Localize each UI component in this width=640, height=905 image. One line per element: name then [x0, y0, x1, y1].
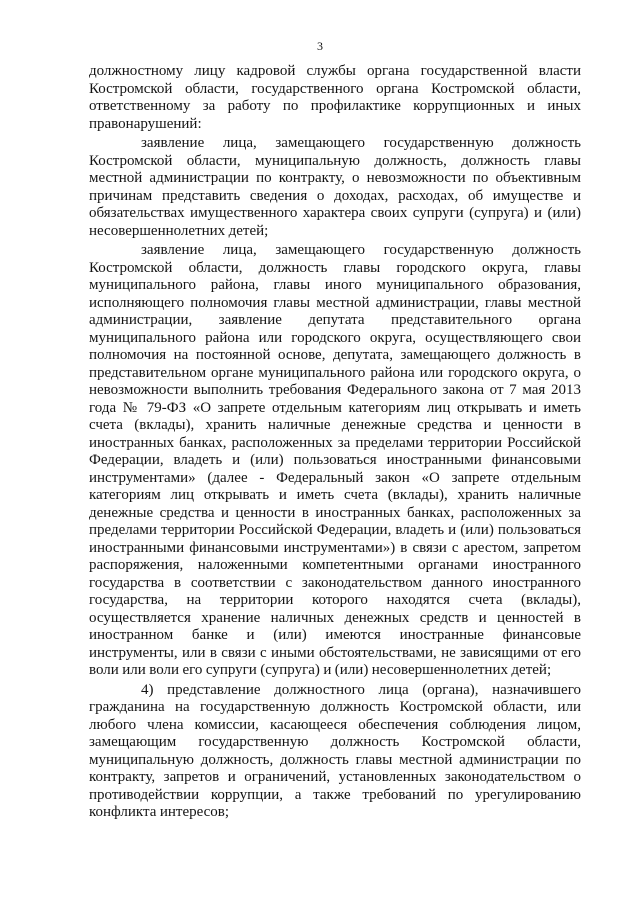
- paragraph-item-4-submission: 4) представление должностного лица (органа), назначившего гражданина на государственную должность Костромской области, или любого члена комиссии, касающееся обеспечения соблюдения лицом, замещающим государственную должность Костромской области, муниципальную должность, должность главы местной администрации по контракту, запретов и ограничений, установленных законодательством о противодействии коррупции, а также требований по урегулированию конфликта интересов;: [89, 681, 581, 820]
- paragraph-statement-foreign-accounts: заявление лица, замещающего государственную должность Костромской области, должность главы городского округа, главы муниципального района, главы иного муниципального образования, исполняющего полномочия главы местной администрации, главы местной администрации, заявление депутата представительного органа муниципального района или городского округа, осуществляющего свои полномочия на постоянной основе, депутата, замещающего должность в представительном органе муниципального района или городского округа, о невозможности выполнить требования Федерального закона от 7 мая 2013 года № 79-ФЗ «О запрете отдельным категориям лиц открывать и иметь счета (вклады), хранить наличные денежные средства и ценности в иностранных банках, расположенных за пределами территории Российской Федерации, владеть и (или) пользоваться иностранными финансовыми инструментами» (далее - Федеральный закон «О запрете отдельным категориям лиц открывать и иметь счета (вклады), хранить наличные денежные средства и ценности в иностранных банках, расположенных за пределами территории Российской Федерации, владеть и (или) пользоваться иностранными финансовыми инструментами») в связи с арестом, запретом распоряжения, наложенными компетентными органами иностранного государства в соответствии с законодательством данного иностранного государства, на территории которого находятся счета (вклады), осуществляется хранение наличных денежных средств и ценностей в иностранном банке и (или) имеются иностранные финансовые инструменты, или в связи с иными обстоятельствами, не зависящими от его воли или воли его супруги (супруга) и (или) несовершеннолетних детей;: [89, 242, 581, 678]
- page-number: 3: [317, 39, 323, 53]
- document-body: [89, 63, 581, 822]
- paragraph-statement-income-info: заявление лица, замещающего государственную должность Костромской области, муниципальную должность, должность главы местной администрации по контракту, о невозможности по объективным причинам представить сведения о доходах, расходах, об имуществе и обязательствах имущественного характера своих супруги (супруга) и (или) несовершеннолетних детей;: [89, 135, 581, 239]
- paragraph-recipient-official: должностному лицу кадровой службы органа государственной власти Костромской области, государственного органа Костромской области, ответственному за работу по профилактике коррупционных и иных правонарушений:: [89, 63, 581, 132]
